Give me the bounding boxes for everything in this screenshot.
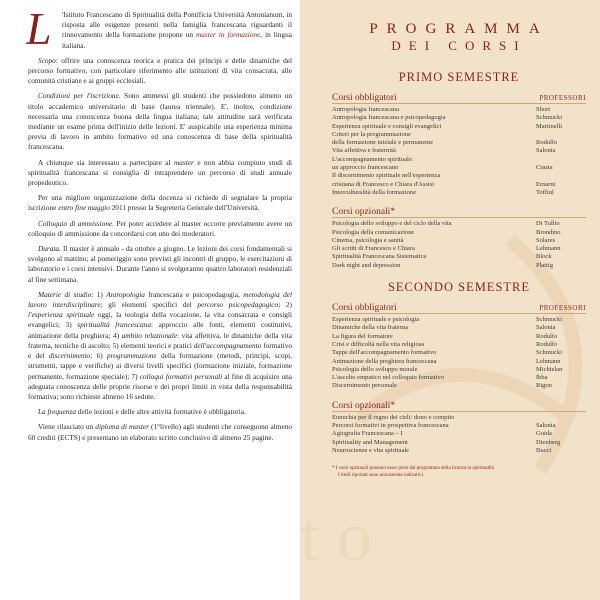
course-professor: Crasta <box>536 164 553 172</box>
dropcap: L <box>26 3 52 54</box>
course-name: Dinamiche della vita fraterna <box>332 324 408 332</box>
course-professor: Rodulfo <box>536 139 558 147</box>
course-row <box>332 262 586 270</box>
course-professor: Salonia <box>536 422 556 430</box>
course-name: Criteri per la programmazione <box>332 130 411 138</box>
course-professor: Short <box>536 106 551 113</box>
course-professor: Salonia <box>536 324 556 332</box>
course-row <box>332 333 586 341</box>
course-name: Vita affettiva e fraternità <box>332 147 396 155</box>
section-heading: Corsi obbligatori <box>332 93 397 103</box>
diploma-paragraph: Viene rilasciato un diploma di master (1°livello) agli studenti che conseguono almeno 60 crediti (ECTS) e presentano un elaborato scritto conclusivo di almeno 25 pagine. <box>28 422 293 442</box>
course-professor: Block <box>536 253 552 261</box>
course-professor <box>536 414 586 422</box>
course-name: Psicologia dello sviluppo morale <box>332 365 418 373</box>
course-row <box>332 156 586 164</box>
materie-paragraph: Materie di studio: 1) Antropologia francescana e psicopedagogia, metodologia del lavoro interdisciplinare; gli elementi specifici del percorso psicopedagogico; 2) l'esperienza spirituale oggi, la teologia della vocazione, la vita consacrata e consigli evangelici; 3) spiritualità francescana: approccio alle fonti, elementi costitutivi, animazione della preghiera; 4) ambito relazionale: vita affettiva, le dinamiche della vita fraterna, tecniche di ascolto; 5) elementi teorici e pratici dell'accompagnamento formativo e del discernimento; 6) programmazione della formazione (metodi, principi, scopi, strumenti, tappe e verifiche) ai diversi livelli specifici (formazione iniziale, formazione permanente, formazione speciale); 7) colloqui formativi personali al fine di acquisire una adeguata conoscenza delle proprie risorse e dei propri limiti in vista della responsabilità formativa; sono richieste almeno 16 sedute. <box>28 289 293 401</box>
course-professor: Lehmann <box>536 245 561 253</box>
course-name: Psicologia dello sviluppo e del ciclo della vita <box>332 220 452 228</box>
course-professor: Rodulfo <box>536 340 558 348</box>
course-row <box>332 164 586 172</box>
course-name: Dark night and depression <box>332 261 401 269</box>
course-row <box>332 220 586 228</box>
course-row <box>332 245 586 253</box>
course-professor: Di Tullio <box>536 220 560 228</box>
course-name: Cinema, psicologia e sanità <box>332 236 404 244</box>
course-professor: Rigon <box>536 382 552 390</box>
program-subtitle: DEI CORSI <box>391 38 527 53</box>
course-professor: Toffiul <box>536 188 554 196</box>
course-row <box>332 430 586 438</box>
professors-heading: PROFESSORI <box>539 94 586 102</box>
course-name: Spiritualità Francescana Sistematica <box>332 253 427 261</box>
course-professor: Brondino <box>536 228 561 236</box>
sem1-opzionali <box>332 207 586 270</box>
program-title: PROGRAMMA <box>369 21 549 37</box>
course-row <box>332 229 586 237</box>
colloquio-paragraph: Colloquio di ammissione. Per poter accedere al master occorre previamente avere un colloquio di ammissione da concordarsi con uno dei moderatori. <box>28 218 293 238</box>
right-page <box>300 0 600 600</box>
course-professor: Michielan <box>536 365 563 373</box>
intro-paragraph: L 'Istituto Francescano di Spiritualità della Pontificia Università Antonianum, in risposta alle esigenze presenti nella famiglia francescana riguardanti il rinnovamento della formazione propone un master in formazione, in lingua italiana. <box>26 3 292 54</box>
course-professor: Ernarni <box>536 180 556 188</box>
course-row <box>332 181 586 189</box>
course-professor: Schmucki <box>536 114 562 122</box>
sem2-obbligatori <box>332 303 586 391</box>
course-professor: Lehmann <box>536 357 561 365</box>
course-name: Il discernimento spirituale nell'esperienza <box>332 172 441 180</box>
durata-paragraph: Durata. Il master è annuale - da ottobre a giugno. Le lezioni dei corsi fondamentali si svolgono al mattino; al pomeriggio sono previsti gli incontri di gruppo, le esercitazioni di laboratorio e i corsi intensivi. Durante l'anno si svolgeranno quattro laboratori residenziali al fine settimana. <box>28 244 292 284</box>
course-row <box>332 189 586 197</box>
course-name: Esperienza spirituale e consigli evangelici <box>332 122 442 130</box>
course-name: Psicologia della comunicazione <box>332 228 415 236</box>
scopo-paragraph: Scopo: offrire una conoscenza teorica e pratica dei principi e delle dinamiche del percorso formativo, con particolare riferimento alle istituzioni di vita consacrata, alle comunità cristiane e ai gruppi ecclesiali. <box>28 55 292 86</box>
section-heading: Corsi opzionali* <box>332 207 396 218</box>
organizzazione-paragraph: Per una migliore organizzazione della docenza si richiede di segnalare la propria iscrizione entro fine maggio 2011 presso la Segreteria Generale dell'Università. <box>28 193 292 213</box>
svg-text:t o: t o <box>300 499 372 576</box>
watermark-graphic <box>300 0 600 600</box>
course-professor <box>536 131 586 139</box>
course-row <box>332 358 586 366</box>
course-name: Eunuchia per il regno dei cieli: dono e compito <box>332 413 455 421</box>
course-row <box>332 131 586 139</box>
condizioni-paragraph: Condizioni per l'iscrizione. Sono ammessi gli studenti che possiedono almeno un titolo accademico universitario di base (laurea triennale). E', inoltre, condizione necessaria una conoscenza buona della lingua italiana; tale attitudine sarà verificata mediante un esame prima dell'inizio delle lezioni. E' auspicabile una esperienza minima previa di lavoro in ambito formativo ed una conoscenza di base della spiritualità francescana. <box>28 91 292 152</box>
course-name: Tappe dell'accompagnamento formativo <box>332 349 437 357</box>
course-name: L'accompagnamento spirituale: <box>332 155 414 163</box>
course-row <box>332 147 586 155</box>
course-name: Discernimento personale <box>332 382 397 390</box>
course-row <box>332 316 586 324</box>
course-row <box>332 324 586 332</box>
course-professor: Schmucki <box>536 349 562 357</box>
course-row <box>332 349 586 357</box>
course-professor: Dienberg <box>536 438 561 446</box>
course-row <box>332 382 586 390</box>
course-name: Antropologia francescana e psicopedagogia <box>332 114 446 122</box>
footnote: * I corsi opzionali possono esser presi dal programma della licenza in spiritualità I titoli riportati sono unicamente indicativi. <box>332 466 494 479</box>
course-professor: Ibba <box>536 374 548 382</box>
section-heading: Corsi obbligatori <box>332 303 397 314</box>
course-professor: Guida <box>536 430 552 438</box>
course-row <box>332 237 586 245</box>
course-professor: Bucci <box>536 446 552 454</box>
course-name: Neuroscienze e vita spirituale <box>332 446 410 454</box>
course-name: Animazione della preghiera francescana <box>332 357 437 365</box>
course-row <box>332 114 586 122</box>
section-heading: Corsi opzionali* <box>332 400 396 411</box>
semester-2-title: SECONDO SEMESTRE <box>387 280 531 295</box>
course-row <box>332 439 586 447</box>
course-name: Spirituality and Management <box>332 438 408 446</box>
course-row <box>332 172 586 180</box>
course-row <box>332 106 586 114</box>
course-professor: Martinelli <box>536 122 562 130</box>
course-name: L'ascolto empatico nel colloquio formativo <box>332 374 445 382</box>
course-name: Crisi e difficoltà nella vita religiosa <box>332 340 425 348</box>
course-name: Agiografia Francescana – I <box>332 430 403 438</box>
course-name: Esperienza spirituale e psicologia <box>332 316 420 324</box>
course-professor: Solares <box>536 236 556 244</box>
professors-heading: PROFESSORI <box>539 304 586 313</box>
course-name: della formazione iniziale e permanente <box>332 139 434 147</box>
frequenza-paragraph: La frequenza delle lezioni e delle altre attività formative è obbligatoria. <box>38 407 246 417</box>
course-row <box>332 414 586 422</box>
sem2-opzionali <box>332 401 586 455</box>
course-professor <box>536 156 586 164</box>
course-row <box>332 366 586 374</box>
course-professor: Plattig <box>536 261 553 269</box>
course-row <box>332 253 586 261</box>
course-row <box>332 374 586 382</box>
course-name: Antropologia francescana <box>332 106 399 113</box>
course-row <box>332 123 586 131</box>
course-name: La figura del formatore <box>332 332 393 340</box>
course-row <box>332 341 586 349</box>
course-row <box>332 447 586 455</box>
course-professor <box>536 172 586 180</box>
course-professor: Salonia <box>536 147 556 155</box>
course-row <box>332 139 586 147</box>
sem1-obbligatori <box>332 93 586 197</box>
course-row <box>332 422 586 430</box>
chiunque-paragraph: A chiunque sia interessato a partecipare al master e non abbia compiuto studi di spiritualità francescana si consiglia di intraprendere un percorso di studi annuale propedeutico. <box>28 157 292 188</box>
course-name: cristiana di Francesco e Chiara d'Assisi <box>332 180 435 188</box>
course-name: Gli scritti di Francesco e Chiara <box>332 245 415 253</box>
course-name: Interculturalità della formazione <box>332 188 417 196</box>
course-professor: Rodulfo <box>536 332 558 340</box>
semester-1-title: PRIMO SEMESTRE <box>398 70 520 84</box>
course-name: un approccio francescano <box>332 164 399 172</box>
course-professor: Schmucki <box>536 316 562 324</box>
course-name: Percorsi formativi in prospettiva francescana <box>332 422 449 430</box>
